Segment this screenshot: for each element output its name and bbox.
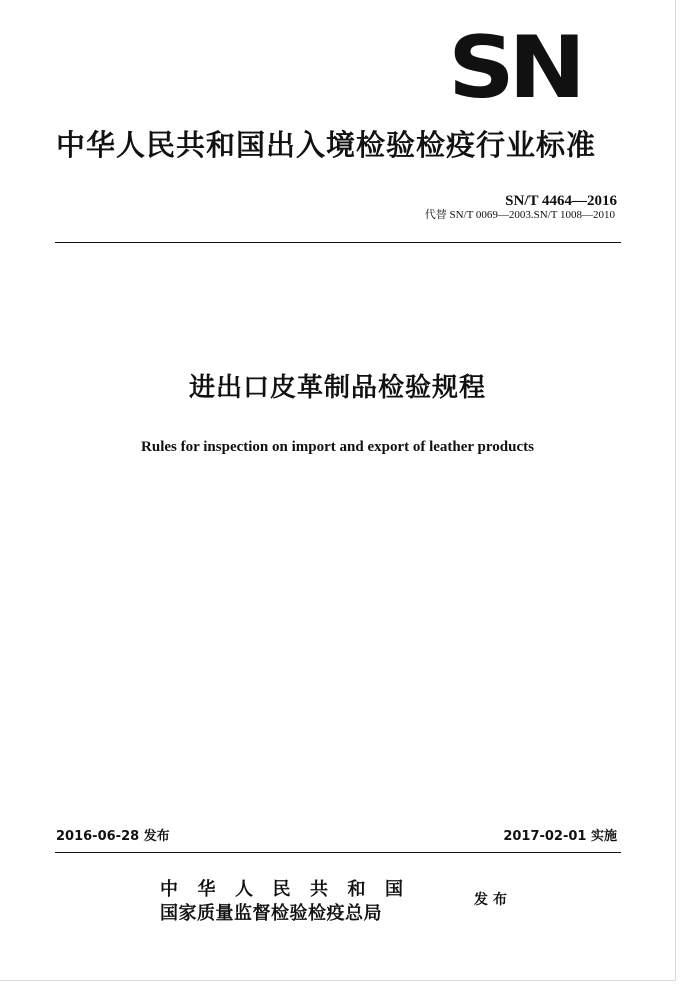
publish-label: 发布 [474, 892, 512, 908]
effective-date: 2017-02-01 实施 [503, 829, 617, 844]
header-divider [55, 242, 621, 243]
publisher-agency: 国家质量监督检验检疫总局 [160, 903, 382, 924]
replaces-standards: 代替 SN/T 0069—2003.SN/T 1008—2010 [424, 209, 615, 221]
document-title-chinese: 进出口皮革制品检验规程 [188, 373, 486, 403]
document-title-english: Rules for inspection on import and export of leather products [141, 439, 534, 455]
publisher-country: 中华人民共和国 [160, 879, 423, 900]
publisher-block [160, 878, 460, 926]
standard-code: SN/T 4464—2016 [505, 193, 617, 209]
sn-logo: SN [448, 18, 580, 118]
footer-divider [55, 852, 621, 853]
issue-date: 2016-06-28 发布 [56, 829, 170, 844]
industry-standard-title: 中华人民共和国出入境检验检疫行业标准 [56, 128, 597, 162]
